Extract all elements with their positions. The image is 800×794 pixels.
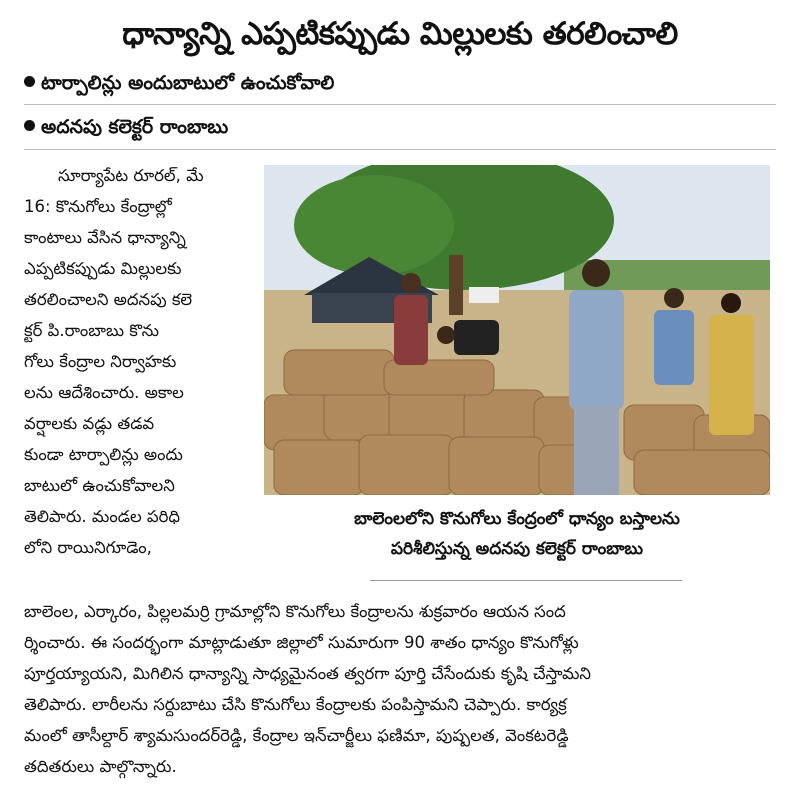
text-line: కుండా టార్పాలిన్లు అందు [24,445,183,464]
article-body-text [24,596,776,782]
caption-line: బాలెంలలోని కొనుగోలు కేంద్రంలో ధాన్యం బస్తాలను [354,509,680,529]
text-line: వర్షాలకు వడ్లు తడవ [24,414,155,433]
bullet-icon [24,76,35,87]
text-line: మంలో తాసీల్దార్ శ్యామసుందర్‌రెడ్డి, కేంద్రాల ఇన్‌చార్జీలు ఫణిమా, పుష్పలత, వెంకటరెడ్డి [24,726,569,745]
divider [24,104,776,105]
divider [370,580,682,581]
text-line: లను ఆదేశించారు. అకాల [24,383,184,402]
text-line: తెలిపారు. మండల పరిధి [24,507,181,526]
text-line: గోలు కేంద్రాల నిర్వాహకు [24,352,177,371]
text-line: ర్శించారు. ఈ సందర్భంగా మాట్లాడుతూ జిల్లాలో సుమారుగా 90 శాతం ధాన్యం కొనుగోళ్లు [24,633,579,652]
text-line: లోని రాయినిగూడెం, [24,538,152,557]
text-line: కాంటాలు వేసిన ధాన్యాన్ని [24,228,186,247]
divider [24,149,776,150]
text-line: సూర్యాపేట రూరల్, మే [58,166,204,185]
subhead-text: అదనపు కలెక్టర్ రాంబాబు [41,116,229,138]
subhead-text: టార్పాలిన్లు అందుబాటులో ఉంచుకోవాలి [41,72,335,94]
text-line: క్టర్ పి.రాంబాబు కొను [24,321,159,340]
text-line: బాలెంల, ఎర్కారం, పిల్లలమర్రి గ్రామాల్లోని కొనుగోలు కేంద్రాలను శుక్రవారం ఆయన సంద [24,602,566,621]
text-line: తదితరులు పాల్గొన్నారు. [24,757,177,776]
subhead-1 [24,70,334,96]
page-headline: ధాన్యాన్ని ఎప్పటికప్పుడు మిల్లులకు తరలించాలి [122,16,678,52]
photo-caption [264,504,770,564]
article-column-text [24,160,250,563]
photo-illustration [264,165,770,495]
text-line: తరలించాలని అదనపు కలె [24,290,193,309]
text-line: ఎప్పటికప్పుడు మిల్లులకు [24,259,182,278]
text-line: బాటులో ఉంచుకోవాలని [24,476,175,495]
text-line: పూర్తయ్యాయని, మిగిలిన ధాన్యాన్ని సాధ్యమైనంత త్వరగా పూర్తి చేసేందుకు కృషి చేస్తామని [24,664,592,683]
subhead-2 [24,114,228,140]
text-line: 16: కొనుగోలు కేంద్రాల్లో [24,197,172,216]
caption-line: పరిశీలిస్తున్న అదనపు కలెక్టర్ రాంబాబు [390,539,644,559]
text-line: తెలిపారు. లారీలను సర్దుబాటు చేసి కొనుగోలు కేంద్రాలకు పంపిస్తామని చెప్పారు. కార్యక్ర [24,695,567,714]
news-photo [264,165,770,495]
bullet-icon [24,120,35,131]
